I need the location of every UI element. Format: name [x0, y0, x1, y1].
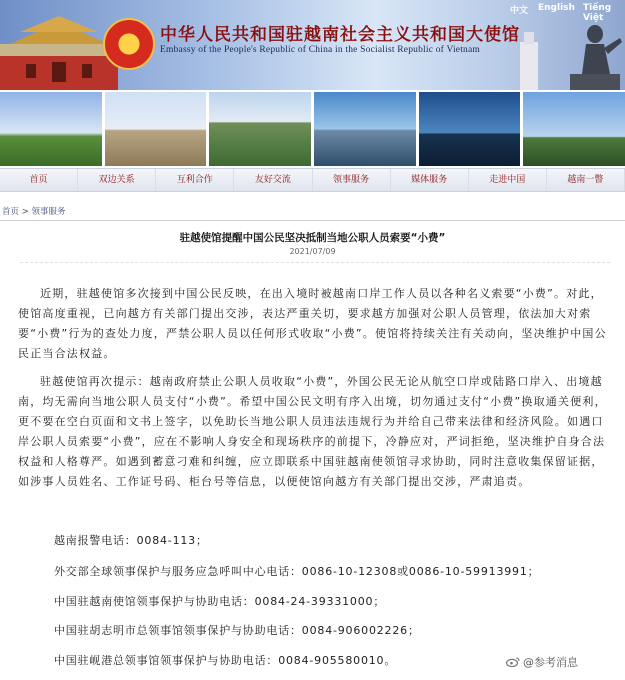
header-banner — [0, 0, 625, 90]
nav-item-cooperation[interactable]: 互利合作 — [156, 169, 234, 191]
breadcrumb — [2, 205, 66, 217]
photo-ruins-st-paul — [105, 92, 207, 166]
lang-link-chinese[interactable]: 中文 — [510, 6, 529, 16]
article-paragraph: 近期，驻越使馆多次接到中国公民反映，在出入境时被越南口岸工作人员以各种名义索要“小费”。对此，使馆高度重视，已向越方有关部门提出交涉，表达严重关切，要求越方加强对公职人员管理，依法加大对索要“小费”行为的查处力度，严禁公职人员以任何形式收取“小费”。使馆将持续关注有关动向，坚决维护中国公民正当合法权益。 — [18, 287, 607, 360]
contact-line: 中国驻岘港总领事馆领事保护与协助电话：0084-905580010。 — [54, 654, 397, 667]
main-nav — [0, 168, 625, 192]
article-paragraph: 驻越使馆再次提示：越南政府禁止公职人员收取“小费”，外国公民无论从航空口岸或陆路口岸入、出境越南，均无需向当地公职人员支付“小费”。希望中国公民文明有序入出境，切勿通过支付“小费”换取通关便利，更不要在空白页面和文书上签字，以免助长当地公职人员违法违规行为并给自己带来法律和经济风险。如遇口岸公职人员索要“小费”，应在不影响人身安全和现场秩序的前提下，冷静应对，严词拒绝，坚决维护自身合法权益和人格尊严。如遇到蓄意刁难和纠缠，应立即联系中国驻越南使领馆寻求协助，同时注意收集保留证据，如涉事人员姓名、工作证号码、柜台号等信息，以便使馆向越方有关部门提出交涉，严肃追责。 — [18, 375, 607, 488]
photo-strip — [0, 92, 625, 166]
nav-item-consular[interactable]: 领事服务 — [313, 169, 391, 191]
breadcrumb-separator: > — [21, 207, 29, 217]
weibo-watermark — [506, 654, 578, 670]
lang-link-vietnamese[interactable]: Tiếng Việt — [583, 3, 612, 23]
photo-hongkong — [314, 92, 416, 166]
embassy-title-cn: 中华人民共和国驻越南社会主义共和国大使馆 — [160, 25, 520, 45]
statue-illustration — [520, 12, 625, 90]
contact-line: 中国驻越南使馆领事保护与协助电话：0084-24-39331000； — [54, 595, 386, 608]
nav-item-media[interactable]: 媒体服务 — [391, 169, 469, 191]
contact-line: 外交部全球领事保护与服务应急呼叫中心电话：0086-10-12308或0086-10-59913991； — [54, 565, 540, 578]
photo-temple-of-heaven — [523, 92, 625, 166]
divider — [0, 220, 625, 221]
nav-item-bilateral[interactable]: 双边关系 — [78, 169, 156, 191]
national-emblem-icon: ★ — [103, 18, 155, 70]
nav-item-vietnam[interactable]: 越南一瞥 — [547, 169, 625, 191]
breadcrumb-home[interactable]: 首页 — [2, 207, 20, 217]
breadcrumb-section[interactable]: 领事服务 — [31, 207, 66, 217]
watermark-text: @参考消息 — [523, 656, 578, 669]
divider — [20, 262, 610, 263]
weibo-icon — [506, 656, 520, 667]
contact-line: 越南报警电话：0084-113； — [54, 534, 208, 547]
article-title: 驻越使馆提醒中国公民坚决抵制当地公职人员索要“小费” — [179, 232, 446, 244]
photo-great-wall — [209, 92, 311, 166]
tiananmen-illustration — [0, 14, 118, 90]
nav-item-home[interactable]: 首页 — [0, 169, 78, 191]
photo-tiananmen — [0, 92, 102, 166]
embassy-title-en: Embassy of the People's Republic of China in the Socialist Republic of Vietnam — [160, 45, 480, 55]
lang-link-english[interactable]: English — [538, 3, 575, 13]
photo-shanghai — [419, 92, 521, 166]
nav-item-china[interactable]: 走进中国 — [469, 169, 547, 191]
contact-line: 中国驻胡志明市总领事馆领事保护与协助电话：0084-906002226； — [54, 624, 420, 637]
article-date: 2021/07/09 — [289, 247, 336, 256]
nav-item-exchange[interactable]: 友好交流 — [234, 169, 312, 191]
